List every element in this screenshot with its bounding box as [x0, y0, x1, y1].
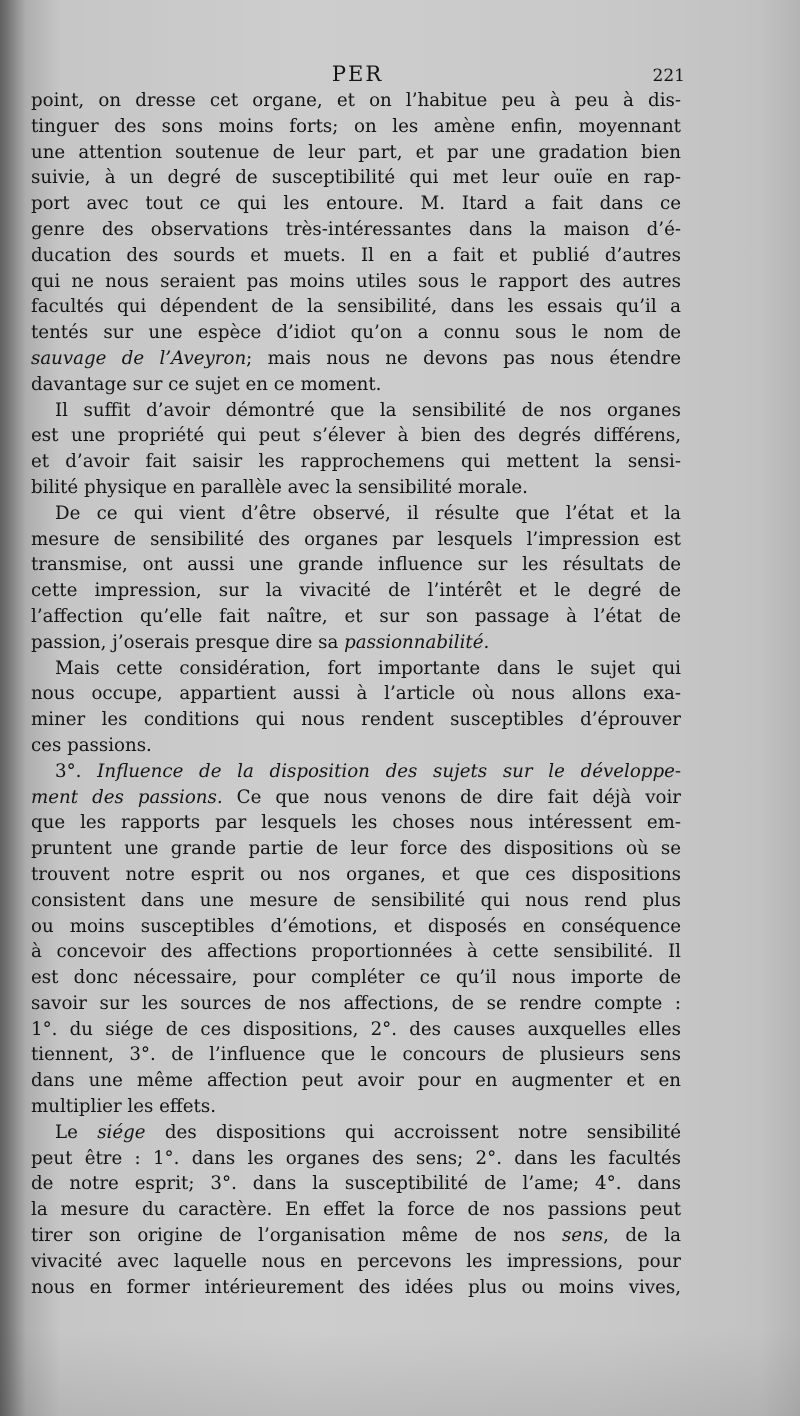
line-text: ces passions.: [31, 734, 152, 756]
line-text: ; mais nous ne devons pas nous étendre: [246, 347, 681, 369]
text-line: [31, 759, 681, 785]
line-text: que les rapports par lesquels les choses nous intéressent em-: [31, 812, 681, 834]
text-line: [31, 423, 681, 449]
text-line: [31, 552, 681, 578]
line-text: tirer son origine de l’organisation même de nos: [31, 1225, 562, 1247]
line-text: à concevoir des affections proportionnées à cette sensibilité. Il: [31, 941, 681, 963]
text-line: [31, 294, 681, 320]
text-line: [31, 243, 681, 269]
line-text: tinguer des sons moins forts; on les amène enfin, moyennant: [31, 115, 681, 137]
text-line: [31, 656, 681, 682]
italic-phrase: passionnabilité.: [344, 631, 490, 653]
text-line: [31, 114, 681, 140]
text-line: [31, 1068, 681, 1094]
text-line: [31, 939, 681, 965]
line-text: , de la: [603, 1225, 681, 1247]
line-text: transmise, ont aussi une grande influence sur les résultats de: [31, 554, 681, 576]
text-line: [31, 604, 681, 630]
text-line: [31, 630, 681, 656]
text-line: [31, 1120, 681, 1146]
line-text: trouvent notre esprit ou nos organes, et que ces dispositions: [31, 863, 681, 885]
line-text: qui ne nous seraient pas moins utiles sous le rapport des autres: [31, 270, 681, 292]
line-text: savoir sur les sources de nos affections, de se rendre compte :: [31, 992, 681, 1014]
text-line: [31, 269, 681, 295]
line-text: des dispositions qui accroissent notre sensibilité: [145, 1121, 681, 1143]
line-text: passion, j’oserais presque dire sa: [31, 631, 345, 653]
line-text: pruntent une grande partie de leur force des dispositions où se: [31, 838, 681, 860]
text-line: [31, 88, 681, 114]
italic-phrase: ment des passions.: [31, 786, 223, 808]
text-line: [31, 217, 681, 243]
line-text: Mais cette considération, fort importante dans le sujet qui: [55, 657, 681, 679]
line-text: nous occupe, appartient aussi à l’article où nous allons exa-: [31, 683, 681, 705]
line-text: bilité physique en parallèle avec la sensibilité morale.: [31, 476, 528, 498]
running-head: PER: [331, 62, 384, 86]
line-text: la mesure du caractère. En effet la force de nos passions peut: [31, 1199, 681, 1221]
text-line: [31, 320, 681, 346]
text-line: [31, 862, 681, 888]
line-text: suivie, à un degré de susceptibilité qui met leur ouïe en rap-: [31, 167, 681, 189]
text-line: [31, 1275, 681, 1301]
text-line: [31, 681, 681, 707]
line-text: De ce qui vient d’être observé, il résulte que l’état et la: [55, 502, 681, 524]
text-line: [31, 1146, 681, 1172]
text-line: [31, 1094, 681, 1120]
text-line: [31, 165, 681, 191]
left-edge-shadow: [0, 0, 26, 1416]
text-line: [31, 810, 681, 836]
line-text: et d’avoir fait saisir les rapprochemens qui mettent la sensi-: [31, 451, 681, 473]
italic-phrase: sauvage de l’Aveyron: [31, 347, 247, 369]
text-line: [31, 733, 681, 759]
text-line: [31, 914, 681, 940]
line-text: nous en former intérieurement des idées plus ou moins vives,: [31, 1276, 681, 1298]
line-text: multiplier les effets.: [31, 1096, 216, 1118]
line-text: une attention soutenue de leur part, et par une gradation bien: [31, 141, 681, 163]
line-text: est donc nécessaire, pour compléter ce qu’il nous importe de: [31, 967, 681, 989]
line-text: Le: [55, 1121, 98, 1143]
text-line: [31, 888, 681, 914]
text-line: [31, 1171, 681, 1197]
text-line: [31, 475, 681, 501]
text-line: [31, 398, 681, 424]
text-line: [31, 965, 681, 991]
line-text: genre des observations très-intéressantes dans la maison d’é-: [31, 218, 681, 240]
text-line: [31, 527, 681, 553]
line-text: l’affection qu’elle fait naître, et sur son passage à l’état de: [31, 605, 681, 627]
line-text: miner les conditions qui nous rendent susceptibles d’éprouver: [31, 709, 681, 731]
text-line: [31, 578, 681, 604]
text-line: [31, 836, 681, 862]
line-text: ou moins susceptibles d’émotions, et disposés en conséquence: [31, 915, 681, 937]
text-line: [31, 1197, 681, 1223]
bottom-paper-area: [0, 1330, 800, 1416]
line-text: point, on dresse cet organe, et on l’habitue peu à peu à dis-: [31, 90, 681, 111]
line-text: ducation des sourds et muets. Il en a fait et publié d’autres: [31, 244, 681, 266]
text-line: [31, 707, 681, 733]
line-text: peut être : 1°. dans les organes des sens; 2°. dans les facultés: [31, 1147, 681, 1169]
line-text: facultés qui dépendent de la sensibilité, dans les essais qu’il a: [31, 296, 681, 318]
italic-phrase: Influence de la disposition des sujets sur le développe-: [97, 760, 681, 782]
line-text: de notre esprit; 3°. dans la susceptibilité de l’ame; 4°. dans: [31, 1173, 681, 1195]
text-line: [31, 1223, 681, 1249]
body-text: [31, 88, 681, 1300]
text-line: [31, 785, 681, 811]
line-text: cette impression, sur la vivacité de l’intérêt et le degré de: [31, 580, 681, 602]
text-line: [31, 1042, 681, 1068]
line-text: est une propriété qui peut s’élever à bien des degrés différens,: [31, 425, 681, 447]
text-line: [31, 991, 681, 1017]
page-number: 221: [652, 66, 685, 86]
line-text: dans une même affection peut avoir pour en augmenter et en: [31, 1070, 681, 1092]
line-text: port avec tout ce qui les entoure. M. Itard a fait dans ce: [31, 193, 681, 215]
line-text: davantage sur ce sujet en ce moment.: [31, 373, 382, 395]
line-text: tentés sur une espèce d’idiot qu’on a connu sous le nom de: [31, 322, 681, 344]
page-header: [30, 62, 685, 90]
text-line: [31, 372, 681, 398]
text-line: [31, 140, 681, 166]
text-line: [31, 191, 681, 217]
line-text: tiennent, 3°. de l’influence que le concours de plusieurs sens: [31, 1044, 681, 1066]
line-text: mesure de sensibilité des organes par lesquels l’impression est: [31, 528, 681, 550]
line-text: consistent dans une mesure de sensibilité qui nous rend plus: [31, 889, 681, 911]
line-text: 3°.: [55, 760, 98, 782]
line-text: Ce que nous venons de dire fait déjà voir: [222, 786, 681, 808]
text-line: [31, 501, 681, 527]
text-line: [31, 346, 681, 372]
italic-phrase: sens: [561, 1225, 604, 1247]
text-line: [31, 1017, 681, 1043]
italic-phrase: siége: [97, 1121, 146, 1143]
text-line: [31, 1249, 681, 1275]
line-text: vivacité avec laquelle nous en percevons les impressions, pour: [31, 1250, 681, 1272]
text-line: [31, 449, 681, 475]
line-text: Il suffit d’avoir démontré que la sensibilité de nos organes: [55, 399, 681, 421]
line-text: 1°. du siége de ces dispositions, 2°. des causes auxquelles elles: [31, 1018, 681, 1040]
